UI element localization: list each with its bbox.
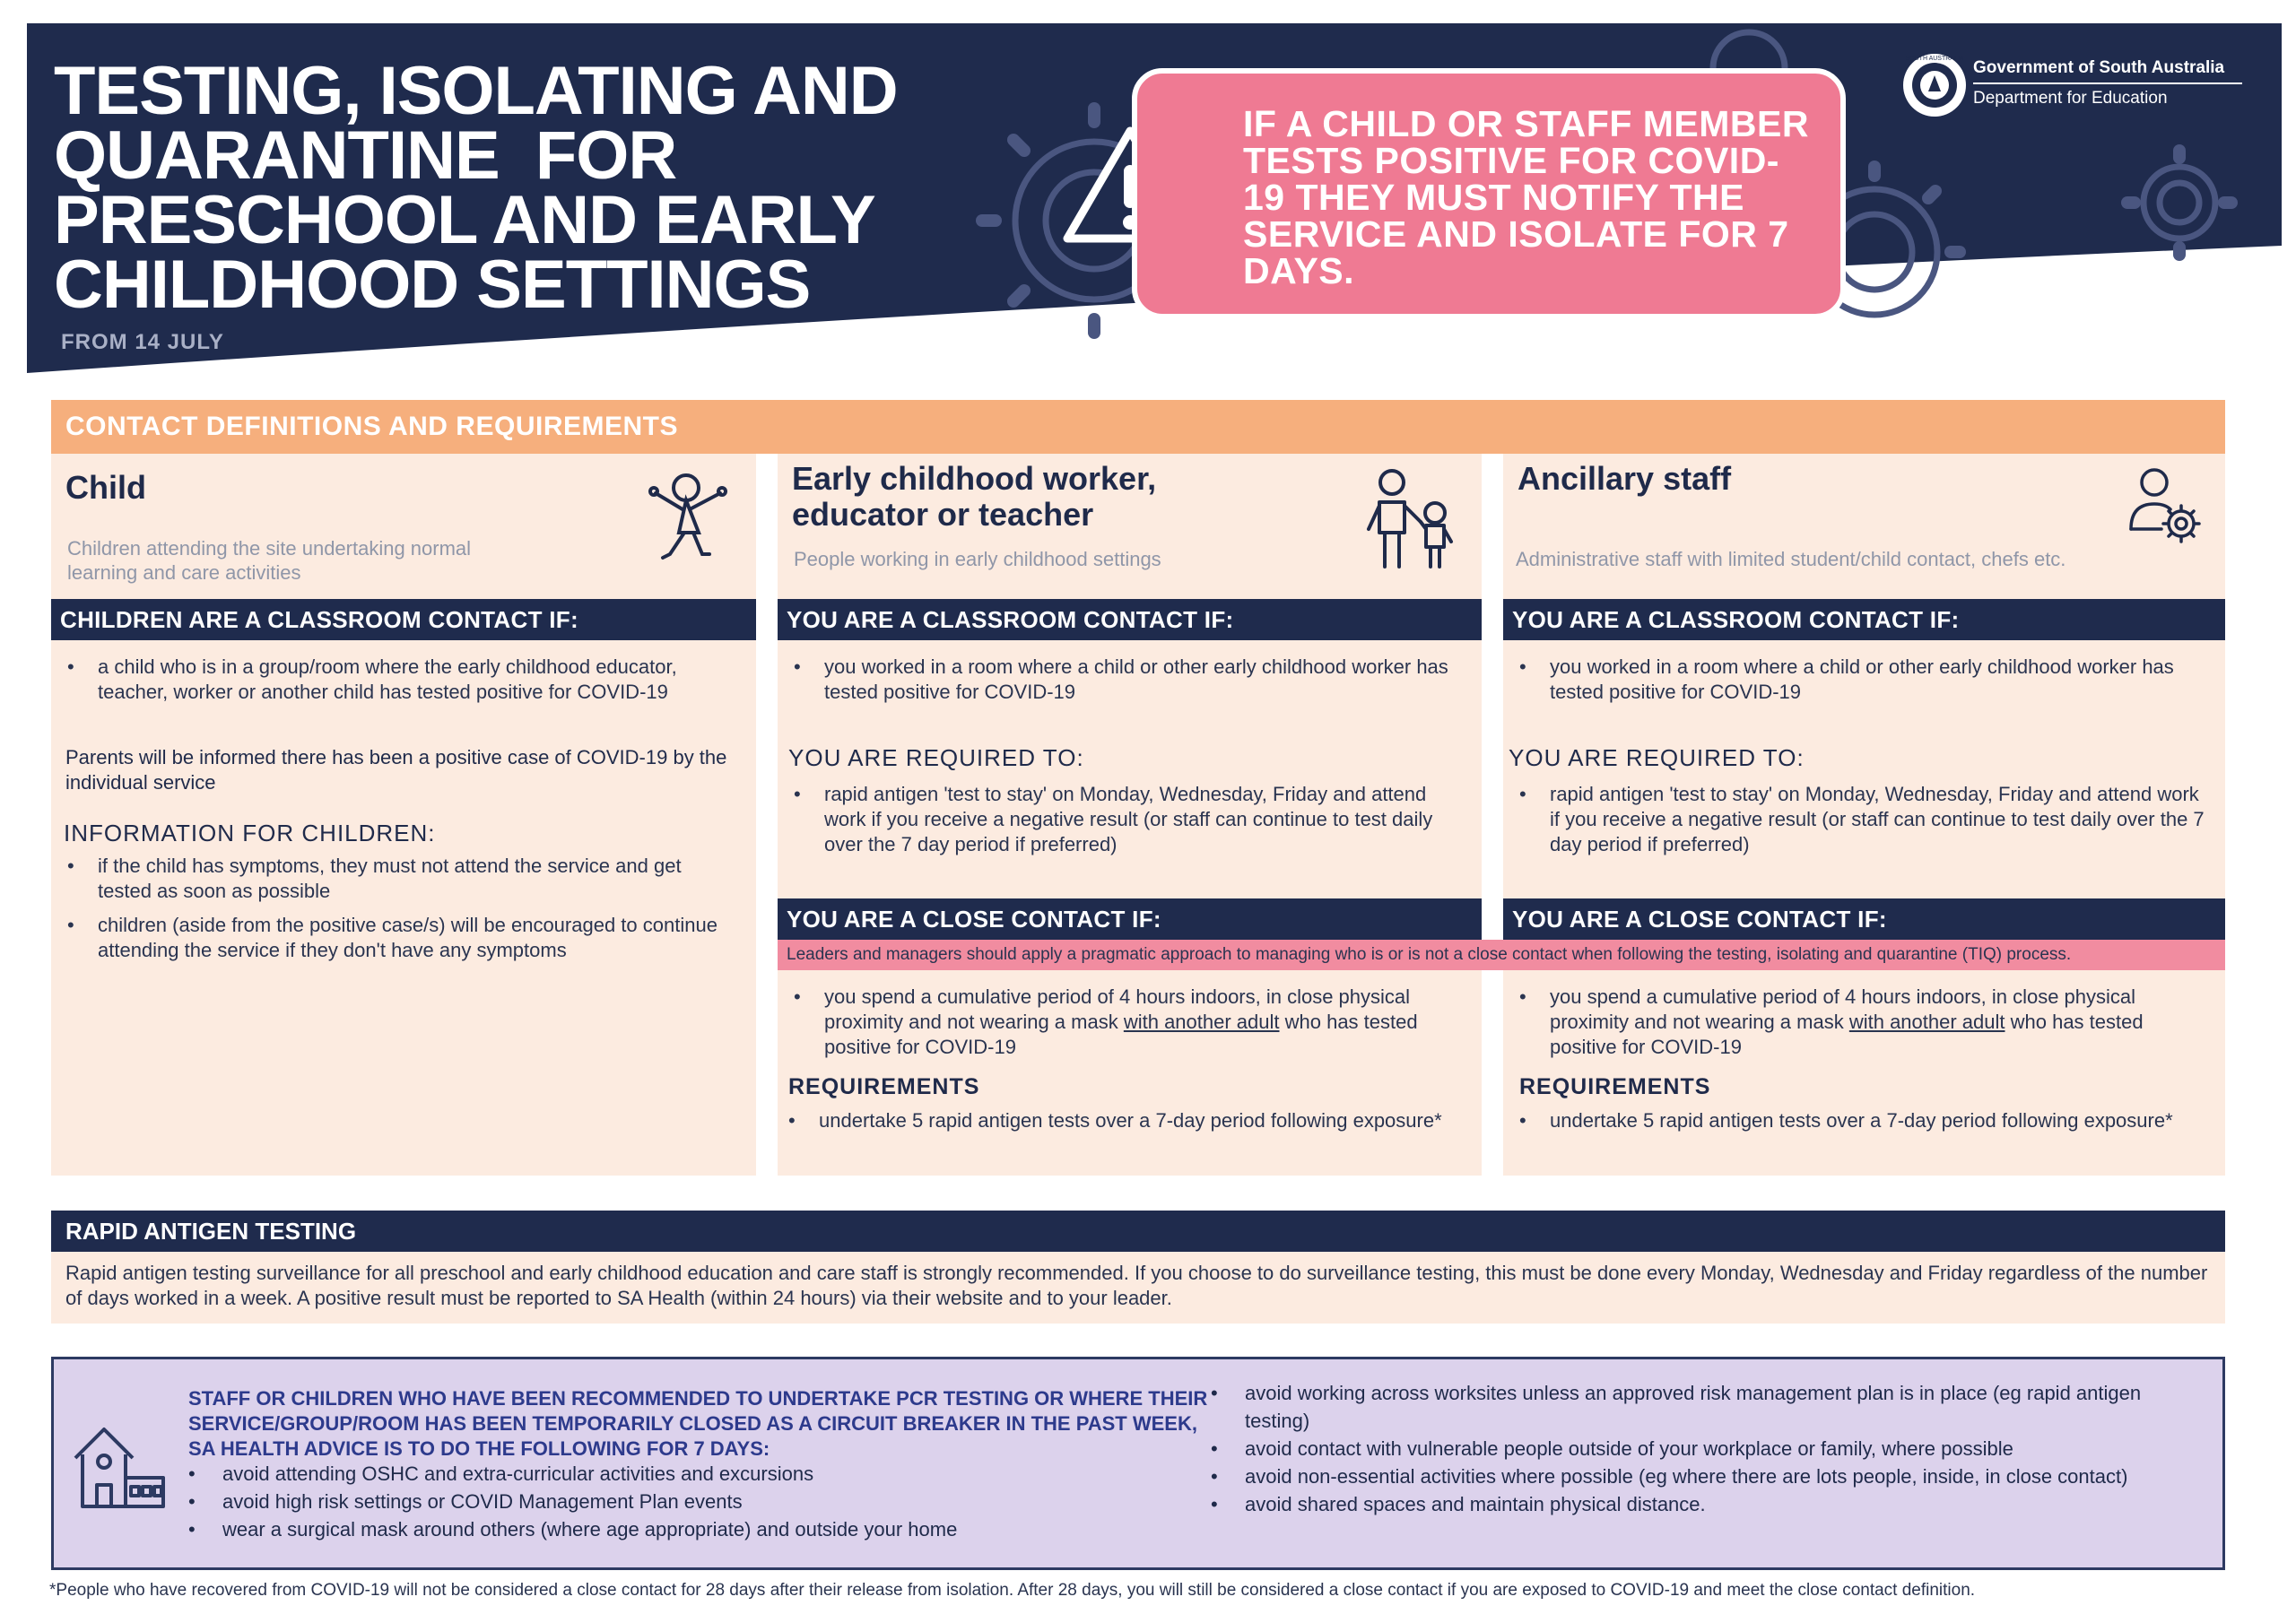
positive-alert-text: IF A CHILD OR STAFF MEMBER TESTS POSITIVE FOR COVID-19 THEY MUST NOTIFY THE SERVICE AND ISOLATE FOR 7 DAYS. <box>1243 103 1809 291</box>
worker-close-list <box>790 985 1464 1069</box>
title-line-3: PRESCHOOL AND EARLY <box>54 182 875 258</box>
pcr-right-list <box>1211 1379 2179 1518</box>
positive-alert-box <box>1132 68 1846 319</box>
worker-classroom-list <box>790 655 1464 714</box>
title-line-2: QUARANTINE FOR <box>54 117 677 194</box>
list-item <box>790 985 1464 1060</box>
ancillary-close-list <box>1516 985 2207 1069</box>
list-item: • children (aside from the positive case/s) will be encouraged to continue attending the service if they don't have any symptoms <box>64 913 738 963</box>
list-item: • avoid working across worksites unless an approved risk management plan is in place (eg rapid antigen testing) <box>1211 1379 2179 1435</box>
sa-government-logo <box>1901 52 1968 118</box>
worker-required-heading: YOU ARE REQUIRED TO: <box>788 744 1084 771</box>
list-item: • you worked in a room where a child or other early childhood worker has tested positive for COVID-19 <box>790 655 1464 705</box>
ancillary-column <box>1503 454 2225 1176</box>
list-item: • avoid attending OSHC and extra-curricular activities and excursions <box>188 1460 1220 1488</box>
child-title: Child <box>65 469 146 506</box>
list-item: • wear a surgical mask around others (where age appropriate) and outside your home <box>188 1515 1220 1543</box>
close-text-pre: you spend a cumulative period of 4 hours indoors, in close physical proximity and not wearing a mask <box>1550 985 2136 1033</box>
list-item: • avoid high risk settings or COVID Management Plan events <box>188 1488 1220 1515</box>
worker-requirements-heading: REQUIREMENTS <box>788 1074 980 1099</box>
list-item: • avoid contact with vulnerable people outside of your workplace or family, where possible <box>1211 1435 2179 1462</box>
ancillary-subtitle: Administrative staff with limited student/child contact, chefs etc. <box>1516 548 2066 570</box>
school-building-icon <box>70 1422 169 1512</box>
close-text-underlined: with another adult <box>1848 1011 2005 1033</box>
worker-subtitle: People working in early childhood settings <box>794 548 1161 570</box>
list-item: • you worked in a room where a child or other early childhood worker has tested positive for COVID-19 <box>1516 655 2207 705</box>
contact-definitions-bar: CONTACT DEFINITIONS AND REQUIREMENTS <box>51 400 2225 454</box>
child-classroom-bar: CHILDREN ARE A CLASSROOM CONTACT IF: <box>51 599 756 640</box>
info-children-heading: INFORMATION FOR CHILDREN: <box>64 820 436 846</box>
ancillary-classroom-list <box>1516 655 2207 714</box>
info-children-list <box>64 854 738 972</box>
title-line-1: TESTING, ISOLATING AND <box>54 53 898 129</box>
rapid-antigen-body: Rapid antigen testing surveillance for all preschool and early childhood education and care staff is strongly recommended. If you choose to do surveillance testing, this must be done every Monday, Wednesday and Friday regardless of the number of days worked in a week. A positive result must be reported to SA Health (within 24 hours) via their website and to your leader. <box>51 1252 2225 1324</box>
worker-title-line-1: Early childhood worker, <box>792 460 1157 497</box>
child-subtitle: Children attending the site undertaking normal learning and care activities <box>67 537 472 584</box>
ancillary-close-bar: YOU ARE A CLOSE CONTACT IF: <box>1503 898 2225 940</box>
ancillary-required-heading: YOU ARE REQUIRED TO: <box>1509 744 1805 771</box>
rapid-antigen-bar: RAPID ANTIGEN TESTING <box>51 1211 2225 1252</box>
from-date: FROM 14 JULY <box>61 330 224 354</box>
ancillary-requirements-list <box>1516 1108 2207 1142</box>
worker-title-line-2: educator or teacher <box>792 496 1094 533</box>
pcr-left-list <box>188 1460 1220 1543</box>
worker-close-bar: YOU ARE A CLOSE CONTACT IF: <box>778 898 1482 940</box>
list-item: • if the child has symptoms, they must not attend the service and get tested as soon as possible <box>64 854 738 904</box>
government-name <box>1973 57 2242 109</box>
leaders-note: Leaders and managers should apply a pragmatic approach to managing who is or is not a close contact when following the testing, isolating and quarantine (TIQ) process. <box>778 940 2225 970</box>
worker-column <box>778 454 1482 1176</box>
list-item: • a child who is in a group/room where the early childhood educator, teacher, worker or another child has tested positive for COVID-19 <box>64 655 738 705</box>
child-classroom-list <box>64 655 738 714</box>
list-item: • avoid non-essential activities where possible (eg where there are lots people, inside, in close contact) <box>1211 1462 2179 1490</box>
worker-requirements-list <box>785 1108 1464 1142</box>
parents-note: Parents will be informed there has been a positive case of COVID-19 by the individual service <box>65 746 727 794</box>
close-text-underlined: with another adult <box>1123 1011 1280 1033</box>
close-text-pre: you spend a cumulative period of 4 hours indoors, in close physical proximity and not wearing a mask <box>824 985 1411 1033</box>
list-item: • avoid shared spaces and maintain physical distance. <box>1211 1490 2179 1518</box>
title-line-4: CHILDHOOD SETTINGS <box>54 247 811 323</box>
worker-title <box>792 461 1156 533</box>
dept-name: Department for Education <box>1973 82 2242 109</box>
page-title <box>54 53 951 323</box>
child-column <box>51 454 756 1176</box>
ancillary-title: Ancillary staff <box>1518 460 1732 497</box>
close-text-post: who has tested positive for COVID-19 <box>1550 1011 2144 1058</box>
child-icon <box>643 468 733 567</box>
gov-name: Government of South Australia <box>1973 58 2225 77</box>
adult-and-child-icon <box>1356 466 1464 574</box>
logo-ring-text: SOUTH AUSTRALIA <box>1905 56 1964 62</box>
worker-required-list <box>790 782 1464 866</box>
list-item <box>1516 985 2207 1060</box>
staff-gear-icon <box>2122 463 2212 552</box>
footnote: *People who have recovered from COVID-19 will not be considered a close contact for 28 days after their release from isolation. After 28 days, you will still be considered a close contact if you are exposed to COVID-19 and meet the close contact definition. <box>49 1581 1976 1600</box>
pcr-advice-box <box>51 1357 2225 1570</box>
pcr-heading: STAFF OR CHILDREN WHO HAVE BEEN RECOMMENDED TO UNDERTAKE PCR TESTING OR WHERE THEIR SERVICE/GROUP/ROOM HAS BEEN TEMPORARILY CLOSED AS A CIRCUIT BREAKER IN THE PAST WEEK, SA HEALTH ADVICE IS TO DO THE FOLLOWING FOR 7 DAYS: <box>188 1387 1208 1460</box>
list-item: • rapid antigen 'test to stay' on Monday, Wednesday, Friday and attend work if you receive a negative result (or staff can continue to test daily over the 7 day period if preferred) <box>790 782 1464 857</box>
ancillary-required-list <box>1516 782 2207 866</box>
worker-classroom-bar: YOU ARE A CLASSROOM CONTACT IF: <box>778 599 1482 640</box>
ancillary-requirements-heading: REQUIREMENTS <box>1519 1074 1711 1099</box>
list-item: • rapid antigen 'test to stay' on Monday, Wednesday, Friday and attend work if you receive a negative result (or staff can continue to test daily over the 7 day period if preferred) <box>1516 782 2207 857</box>
ancillary-classroom-bar: YOU ARE A CLASSROOM CONTACT IF: <box>1503 599 2225 640</box>
header-banner <box>27 23 2282 373</box>
list-item: • undertake 5 rapid antigen tests over a 7-day period following exposure* <box>1516 1108 2207 1133</box>
close-text-post: who has tested positive for COVID-19 <box>824 1011 1418 1058</box>
list-item: • undertake 5 rapid antigen tests over a 7-day period following exposure* <box>785 1108 1464 1133</box>
